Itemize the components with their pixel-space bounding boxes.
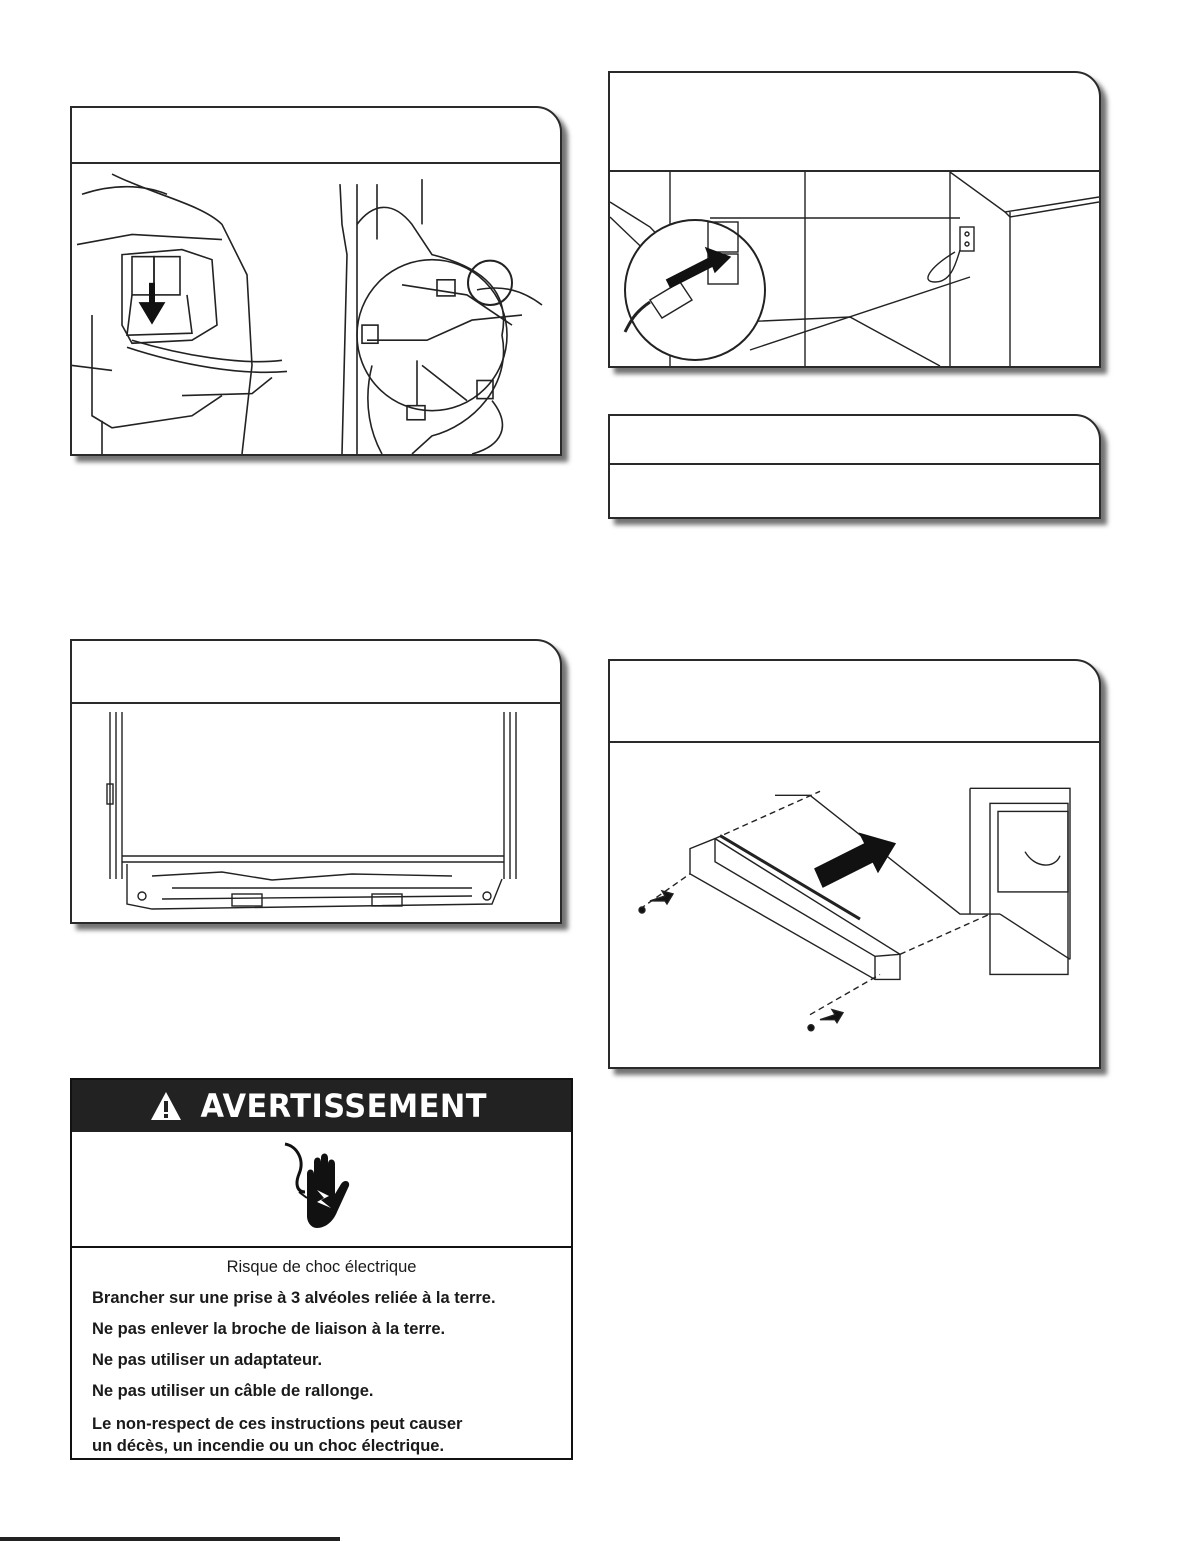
electric-shock-hand-icon — [277, 1140, 357, 1236]
figure-illustration — [72, 164, 560, 454]
figure-illustration — [610, 743, 1099, 1067]
toe-kick-installation-figure — [608, 659, 1101, 1069]
dishwasher-front-figure — [70, 639, 562, 924]
warning-line: Ne pas utiliser un câble de rallonge. — [92, 1382, 374, 1400]
warning-symbol-area — [72, 1132, 571, 1248]
figure-illustration — [610, 172, 1099, 366]
warning-consequence — [92, 1413, 571, 1457]
warning-heading: Risque de choc électrique — [226, 1258, 417, 1276]
panel-header — [610, 73, 1099, 172]
panel-header — [610, 661, 1099, 743]
panel-header — [610, 416, 1099, 465]
warning-label — [70, 1078, 573, 1460]
warning-consequence-line: Le non-respect de ces instructions peut causer — [92, 1415, 463, 1433]
page-footer-strip — [0, 1537, 340, 1541]
wire-connector-figure — [70, 106, 562, 456]
power-cord-outlet-figure — [608, 71, 1101, 368]
warning-line: Brancher sur une prise à 3 alvéoles reliée à la terre. — [92, 1289, 496, 1307]
warning-line: Ne pas enlever la broche de liaison à la terre. — [92, 1320, 446, 1338]
warning-title: AVERTISSEMENT — [200, 1087, 487, 1125]
warning-text — [72, 1248, 571, 1457]
warning-consequence-line: un décès, un incendie ou un choc électrique. — [92, 1437, 445, 1455]
figure-illustration — [72, 704, 560, 922]
panel-header — [72, 108, 560, 164]
warning-banner — [72, 1080, 571, 1132]
warning-line: Ne pas utiliser un adaptateur. — [92, 1351, 323, 1369]
warning-triangle-icon — [149, 1090, 183, 1122]
panel-header — [72, 641, 560, 704]
empty-step-panel — [608, 414, 1101, 519]
